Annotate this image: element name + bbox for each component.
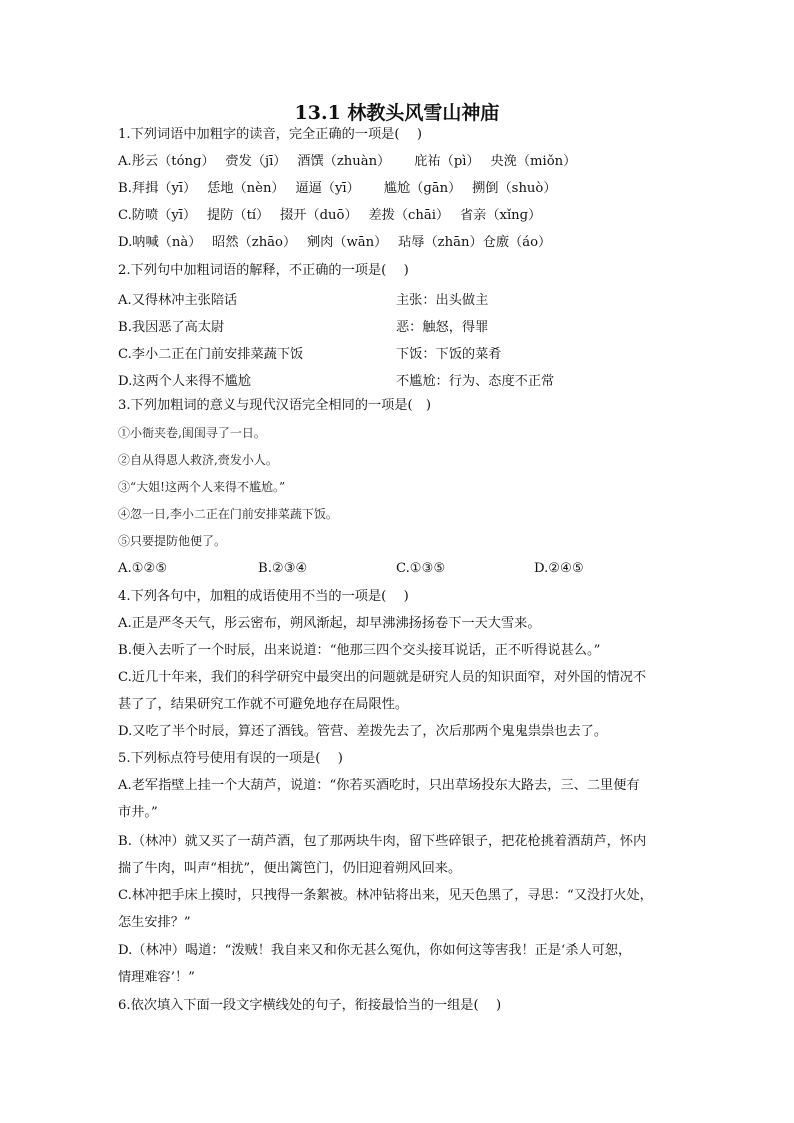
q4-option-c-cont: 甚了了，结果研究工作就不可避免地存在局限性。 xyxy=(118,697,409,712)
q4-option-c: C.近几十年来，我们的科学研究中最突出的问题就是研究人员的知识面窄，对外国的情况不 xyxy=(118,670,647,685)
q5-option-a: A.老军指壁上挂一个大葫芦，说道：“你若买酒吃时，只出草场投东大路去，三、二里便有 xyxy=(118,778,640,793)
q2-row-c-sentence: C.李小二正在门前安排菜蔬下饭 xyxy=(118,347,304,362)
q2-row-a-sentence: A.又得林冲主张陪话 xyxy=(118,293,238,308)
q2-row-c-gloss: 下饭：下饭的菜肴 xyxy=(396,347,502,362)
q3-option-a: A.①②⑤ xyxy=(118,561,168,576)
q2-row-d-gloss: 不尴尬：行为、态度不正常 xyxy=(396,374,555,389)
q1-option-c: C.防喷（yī） 提防（tí） 掇开（duō） 差拨（chāi） 省亲（xǐnɡ） xyxy=(118,208,542,223)
q6-stem: 6.依次填入下面一段文字横线处的句子，衔接最恰当的一组是( ) xyxy=(118,998,502,1013)
q5-option-b: B.（林冲）就又买了一葫芦酒，包了那两块牛肉，留下些碎银子，把花枪挑着酒葫芦，怀内 xyxy=(118,834,647,849)
q3-item-3: ③“大姐!这两个人来得不尴尬。” xyxy=(118,480,286,494)
q5-stem: 5.下列标点符号使用有误的一项是( ) xyxy=(118,751,343,766)
q2-row-a-gloss: 主张：出头做主 xyxy=(396,293,489,308)
q2-stem: 2.下列句中加粗词语的解释，不正确的一项是( ) xyxy=(118,263,409,278)
q3-item-1: ①小衙夹卷,闺闺寻了一日。 xyxy=(118,426,266,440)
q3-item-2: ②自从得恩人救济,赍发小人。 xyxy=(118,453,278,467)
q5-option-d-cont: 情理难容’！” xyxy=(118,970,195,985)
q3-item-5: ⑤只要提防他便了。 xyxy=(118,534,227,548)
q1-option-d: D.呐喊（nà） 昭然（zhāo） 剜肉（wān） 玷辱（zhān）仓廒（áo） xyxy=(118,235,552,250)
q5-option-c: C.林冲把手床上摸时，只拽得一条絮被。林冲钻将出来，见天色黑了，寻思：“又没打火处， xyxy=(118,888,653,903)
q4-option-a: A.正是严冬天气，彤云密布，朔风渐起，却早沸沸扬扬卷下一天大雪来。 xyxy=(118,616,541,631)
q3-option-c: C.①③⑤ xyxy=(396,561,446,576)
q4-stem: 4.下列各句中，加粗的成语使用不当的一项是( ) xyxy=(118,589,409,604)
q2-row-d-sentence: D.这两个人来得不尴尬 xyxy=(118,374,251,389)
q5-option-b-cont: 揣了牛肉，叫声“相扰”，便出篱笆门，仍旧迎着朔风回来。 xyxy=(118,861,462,876)
q3-item-4: ④忽一日,李小二正在门前安排菜蔬下饭。 xyxy=(118,507,338,521)
q2-row-b-sentence: B.我因恶了高太尉 xyxy=(118,320,225,335)
q5-option-d: D.（林冲）喝道：“泼贼！我自来又和你无甚么冤仇，你如何这等害我！正是‘杀人可恕， xyxy=(118,943,632,958)
q2-row-b-gloss: 恶：触怒，得罪 xyxy=(396,320,489,335)
q1-stem: 1.下列词语中加粗字的读音，完全正确的一项是( ) xyxy=(118,127,422,142)
q4-option-b: B.便入去听了一个时辰，出来说道：“他那三四个交头接耳说话，正不听得说甚么。” xyxy=(118,643,601,658)
q5-option-c-cont: 怎生安排？” xyxy=(118,915,191,930)
q5-option-a-cont: 市井。” xyxy=(118,805,158,820)
q3-stem: 3.下列加粗词的意义与现代汉语完全相同的一项是( ) xyxy=(118,398,431,413)
q1-option-b: B.拜揖（yī） 恁地（nèn） 逼逼（yī） 尴尬（ɡān） 搠倒（shuò） xyxy=(118,181,557,196)
q3-option-d: D.②④⑤ xyxy=(534,561,584,576)
q3-option-b: B.②③④ xyxy=(258,561,308,576)
page-title: 13.1 林教头风雪山神庙 xyxy=(294,102,500,124)
q4-option-d: D.又吃了半个时辰，算还了酒钱。管营、差拨先去了，次后那两个鬼鬼祟祟也去了。 xyxy=(118,724,608,739)
q1-option-a: A.彤云（tónɡ） 赍发（jī） 酒馔（zhuàn） 庇祐（pì） 央浼（miǒn） xyxy=(118,154,577,169)
